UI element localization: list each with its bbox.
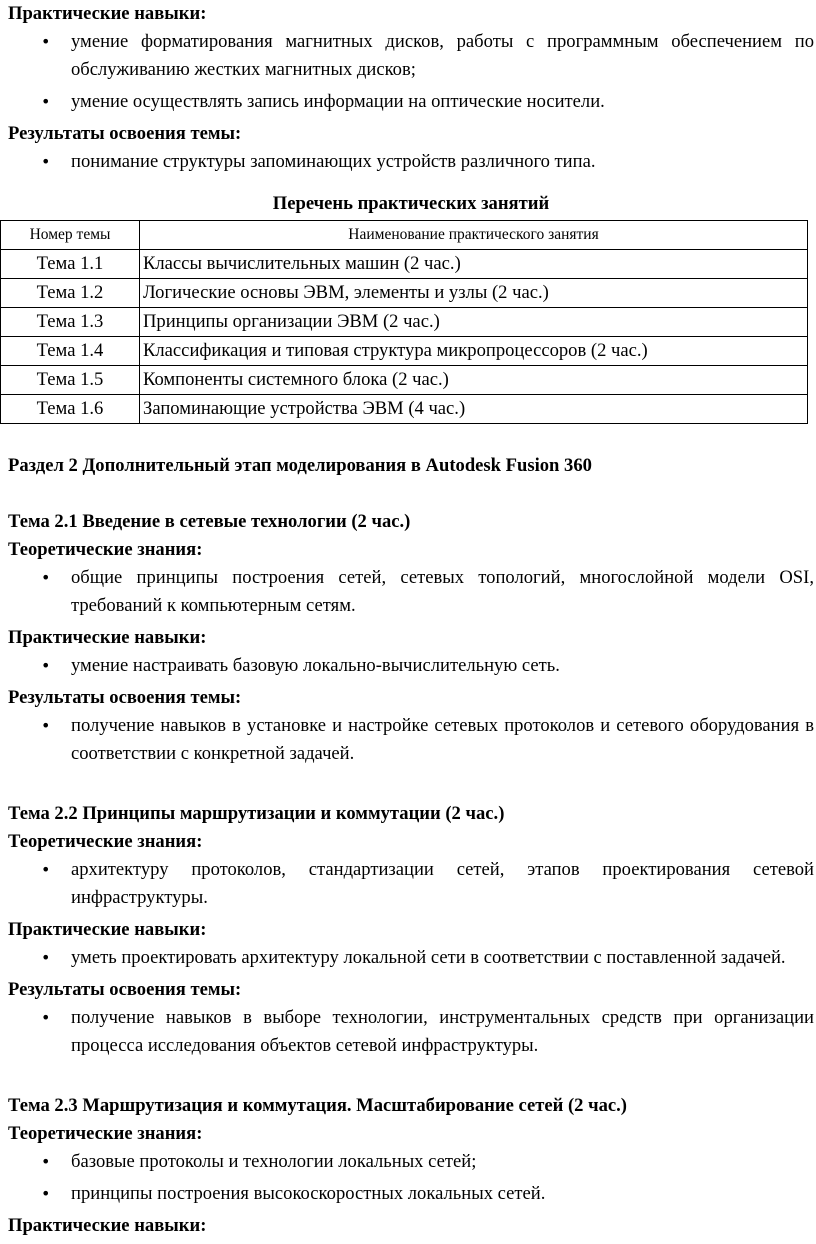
table-cell-number: Тема 1.4 [1,337,140,366]
skills-heading: Практические навыки: [8,1215,207,1236]
theory-heading: Теоретические знания: [8,539,203,560]
list-item: • умение форматирования магнитных дисков, работы с программным обеспечением по обслуживанию жестких магнитных дисков; [8,28,814,84]
results-list [8,1004,814,1060]
table-cell-number: Тема 1.6 [1,395,140,424]
table-cell-number: Тема 1.1 [1,250,140,279]
table-cell-number: Тема 1.3 [1,308,140,337]
results-list [8,712,814,768]
table-cell-name: Компоненты системного блока (2 час.) [140,366,808,395]
list-item: • базовые протоколы и технологии локальных сетей; [8,1148,814,1176]
list-item: • получение навыков в установке и настройке сетевых протоколов и сетевого оборудования в соответствии с конкретной задачей. [8,712,814,768]
list-item: • общие принципы построения сетей, сетевых топологий, многослойной модели OSI, требований к компьютерным сетям. [8,564,814,620]
skills-heading: Практические навыки: [8,627,207,648]
results-heading: Результаты освоения темы: [8,687,242,708]
results-list [8,148,814,176]
list-item: • умение настраивать базовую локально-вычислительную сеть. [8,652,814,680]
list-item: • получение навыков в выборе технологии, инструментальных средств при организации процесса исследования объектов сетевой инфраструктуры. [8,1004,814,1060]
theme-title: Тема 2.2 Принципы маршрутизации и коммутации (2 час.) [8,803,505,824]
practice-table [0,220,808,424]
theme-title: Тема 2.1 Введение в сетевые технологии (2 час.) [8,511,411,532]
table-row [1,337,808,366]
table-cell-name: Принципы организации ЭВМ (2 час.) [140,308,808,337]
table-cell-number: Тема 1.2 [1,279,140,308]
column-header-number: Номер темы [1,221,140,250]
table-cell-name: Запоминающие устройства ЭВМ (4 час.) [140,395,808,424]
table-row [1,250,808,279]
table-header-row [1,221,808,250]
skills-list [8,28,814,116]
table-cell-name: Логические основы ЭВМ, элементы и узлы (2 час.) [140,279,808,308]
skills-heading: Практические навыки: [8,919,207,940]
skills-heading: Практические навыки: [8,3,207,24]
table-cell-name: Классификация и типовая структура микропроцессоров (2 час.) [140,337,808,366]
theory-list [8,856,814,912]
skills-list [8,944,814,972]
theme-title: Тема 2.3 Маршрутизация и коммутация. Масштабирование сетей (2 час.) [8,1095,627,1116]
results-heading: Результаты освоения темы: [8,123,242,144]
table-row [1,366,808,395]
list-item: • уметь проектировать архитектуру локальной сети в соответствии с поставленной задачей. [8,944,814,972]
list-item: • принципы построения высокоскоростных локальных сетей. [8,1180,814,1208]
list-item: • архитектуру протоколов, стандартизации сетей, этапов проектирования сетевой инфраструктуры. [8,856,814,912]
theory-list [8,1148,814,1208]
column-header-name: Наименование практического занятия [140,221,808,250]
document-page [8,0,814,1240]
table-row [1,395,808,424]
table-cell-name: Классы вычислительных машин (2 час.) [140,250,808,279]
theory-heading: Теоретические знания: [8,1123,203,1144]
theory-list [8,564,814,620]
table-row [1,279,808,308]
section-title: Раздел 2 Дополнительный этап моделирования в Autodesk Fusion 360 [8,455,592,476]
list-item: • умение осуществлять запись информации на оптические носители. [8,88,814,116]
practice-table-title: Перечень практических занятий [272,193,550,214]
list-item: • понимание структуры запоминающих устройств различного типа. [8,148,814,176]
results-heading: Результаты освоения темы: [8,979,242,1000]
table-cell-number: Тема 1.5 [1,366,140,395]
table-row [1,308,808,337]
theory-heading: Теоретические знания: [8,831,203,852]
skills-list [8,652,814,680]
